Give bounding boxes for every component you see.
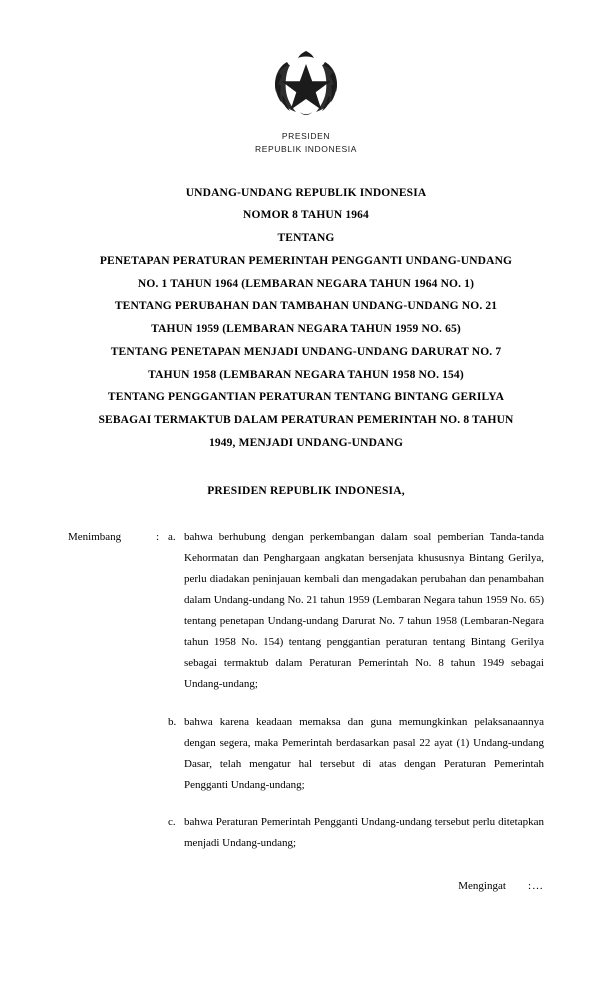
mengingat-row bbox=[68, 880, 544, 892]
emblem-block bbox=[68, 42, 544, 156]
menimbang-marker-b: b. bbox=[168, 715, 177, 728]
considerations-section bbox=[68, 527, 544, 893]
title-line-12: 1949, MENJADI UNDANG-UNDANG bbox=[208, 436, 404, 449]
emblem-caption-line-2: REPUBLIK INDONESIA bbox=[255, 143, 357, 154]
menimbang-marker-c: c. bbox=[168, 816, 176, 828]
title-line-3: TENTANG bbox=[277, 232, 335, 245]
title-line-2: NOMOR 8 TAHUN 1964 bbox=[243, 209, 369, 222]
title-line-9: TAHUN 1958 (LEMBARAN NEGARA TAHUN 1958 NO. 154) bbox=[148, 368, 464, 381]
mengingat-label: Mengingat bbox=[458, 880, 506, 893]
presiden-heading: PRESIDEN REPUBLIK INDONESIA, bbox=[207, 484, 405, 497]
emblem-caption bbox=[68, 130, 544, 156]
menimbang-text-c: bahwa Peraturan Pemerintah Pengganti Undang-undang tersebut perlu ditetapkan menjadi Undang-undang; bbox=[184, 816, 544, 850]
menimbang-label: Menimbang bbox=[68, 530, 122, 543]
document-title bbox=[68, 182, 544, 455]
title-line-8: TENTANG PENETAPAN MENJADI UNDANG-UNDANG DARURAT NO. 7 bbox=[110, 345, 502, 358]
mengingat-colon: :… bbox=[527, 880, 544, 893]
title-line-11: SEBAGAI TERMAKTUB DALAM PERATURAN PEMERINTAH NO. 8 TAHUN bbox=[98, 414, 514, 427]
menimbang-text-a: bahwa berhubung dengan perkembangan dalam soal pemberian Tanda-tanda Kehormatan dan Penghargaan angkatan bersenjata khususnya Bintang Gerilya, perlu diadakan peninjauan kembali dan mengadakan perubahan dan penambahan dalam Undang-undang No. 21 tahun 1959 (Lembaran Negara tahun 1959 No. 65) tentang penetapan Undang-undang Darurat No. 7 tahun 1958 (Lembaran-Negara tahun 1958 No. 154) tentang penggantian peraturan tentang Bintang Gerilya sebagai termaktub dalam Peraturan Pemerintah No. 8 tahun 1949 sebagai Undang-undang; bbox=[184, 530, 544, 691]
menimbang-item-a bbox=[68, 527, 544, 696]
title-line-10: TENTANG PENGGANTIAN PERATURAN TENTANG BINTANG GERILYA bbox=[107, 391, 505, 404]
emblem-caption-line-1: PRESIDEN bbox=[281, 131, 331, 141]
menimbang-colon: : bbox=[156, 530, 160, 543]
menimbang-marker-a: a. bbox=[168, 530, 176, 543]
title-line-7: TAHUN 1959 (LEMBARAN NEGARA TAHUN 1959 NO. 65) bbox=[151, 323, 461, 336]
title-line-6: TENTANG PERUBAHAN DAN TAMBAHAN UNDANG-UNDANG NO. 21 bbox=[114, 300, 498, 313]
title-line-1: UNDANG-UNDANG REPUBLIK INDONESIA bbox=[185, 186, 427, 199]
menimbang-item-c bbox=[68, 812, 544, 854]
garuda-star-emblem-icon bbox=[264, 42, 348, 126]
title-line-5: NO. 1 TAHUN 1964 (LEMBARAN NEGARA TAHUN 1964 NO. 1) bbox=[137, 277, 475, 290]
menimbang-item-b bbox=[68, 712, 544, 796]
title-line-4: PENETAPAN PERATURAN PEMERINTAH PENGGANTI UNDANG-UNDANG bbox=[99, 254, 513, 267]
menimbang-text-b: bahwa karena keadaan memaksa dan guna memungkinkan pelaksanaannya dengan segera, maka Pemerintah berdasarkan pasal 22 ayat (1) Undang-undang Dasar, telah mengatur hal tersebut di atas dengan Peraturan Pemerintah Pengganti Undang-undang; bbox=[184, 715, 544, 791]
